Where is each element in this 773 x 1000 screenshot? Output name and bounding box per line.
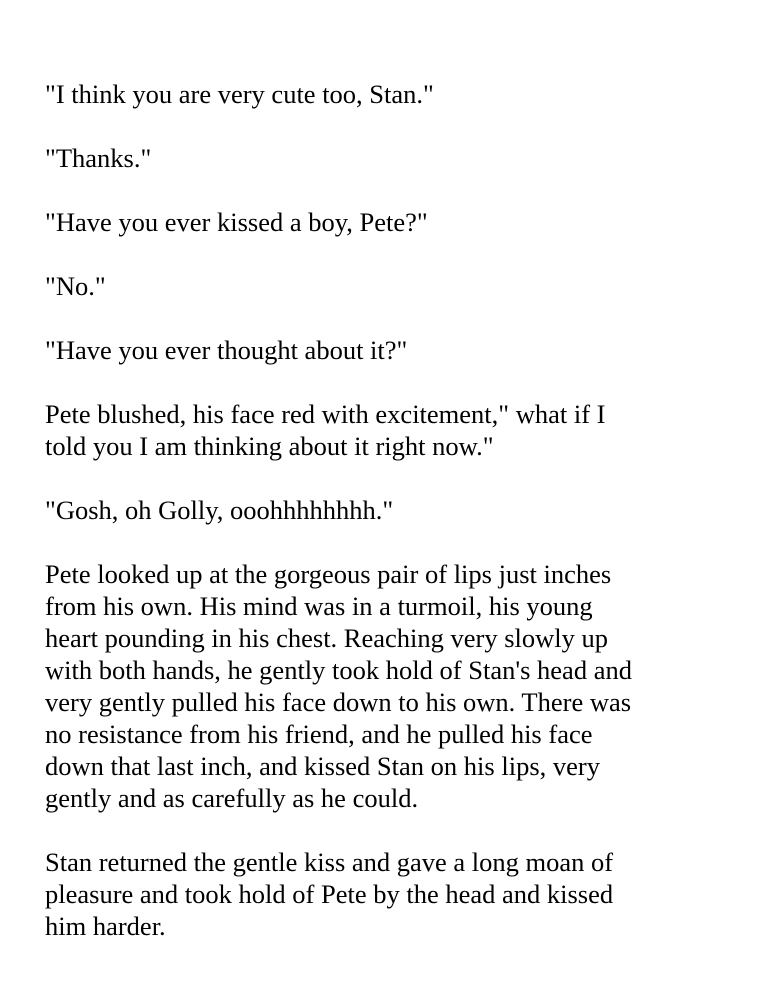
paragraph: "No." — [45, 271, 106, 301]
paragraph: Pete looked up at the gorgeous pair of lips just inches from his own. His mind was in a turmoil, his young heart pounding in his chest. Reaching very slowly up with both hands, he gently took hold of Stan's head and very gently pulled his face down to his own. There was no resistance from his friend, and he pulled his face down that last inch, and kissed Stan on his lips, very gently and as carefully as he could. — [45, 559, 632, 813]
paragraph: "I think you are very cute too, Stan." — [45, 79, 434, 109]
paragraph: "Have you ever kissed a boy, Pete?" — [45, 207, 428, 237]
paragraph: Pete blushed, his face red with excitement," what if I told you I am thinking about it right now." — [45, 399, 606, 461]
paragraph: "Thanks." — [45, 143, 152, 173]
paragraph: "Have you ever thought about it?" — [45, 335, 408, 365]
document-page — [45, 78, 745, 942]
paragraph: "Gosh, oh Golly, ooohhhhhhhh." — [45, 495, 394, 525]
paragraph: Stan returned the gentle kiss and gave a long moan of pleasure and took hold of Pete by the head and kissed him harder. — [45, 847, 614, 941]
